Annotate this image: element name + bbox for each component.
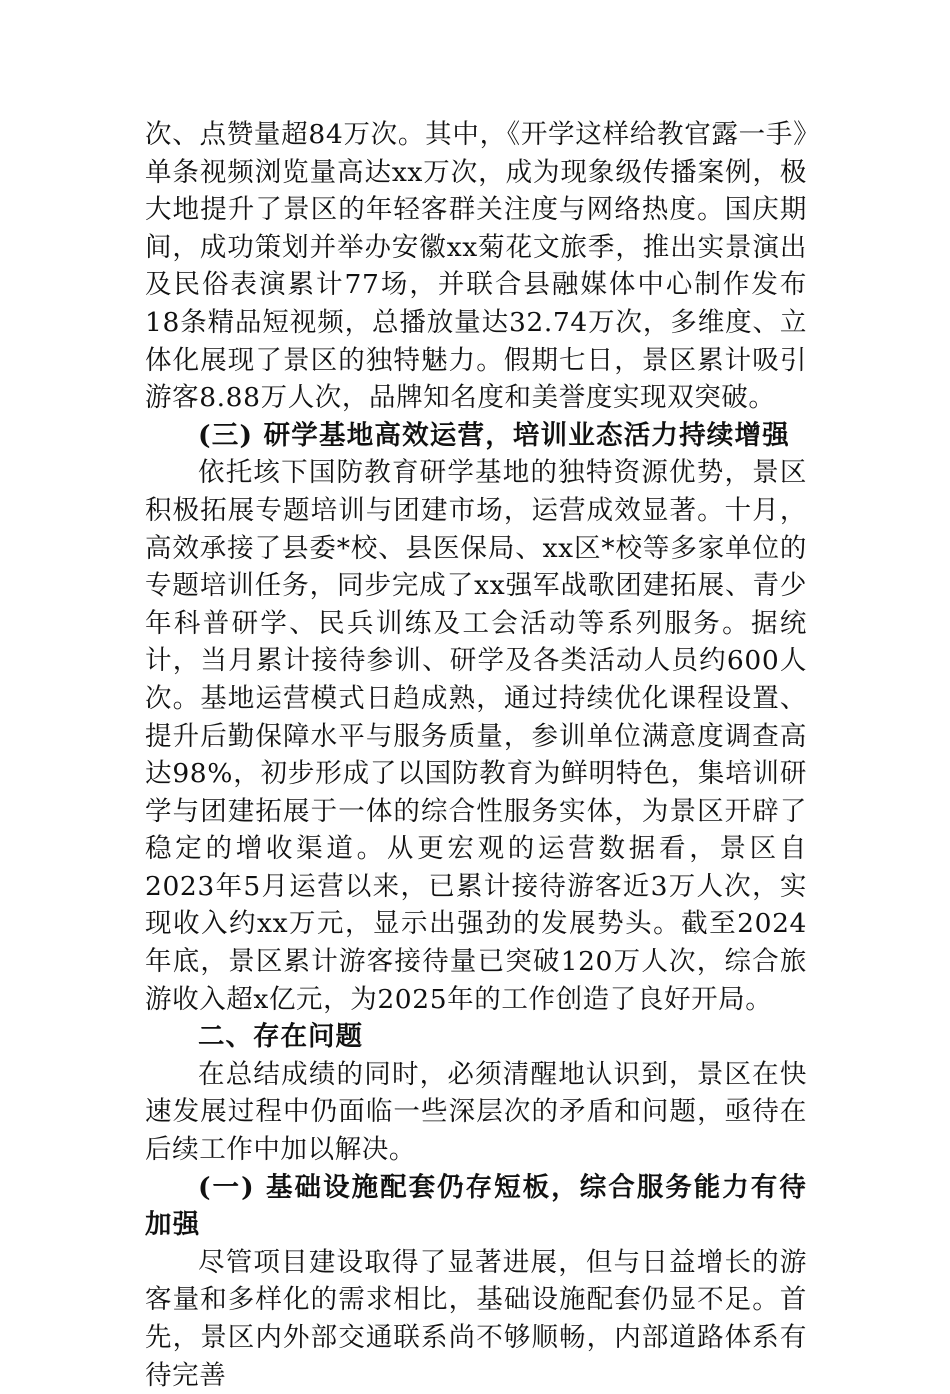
section-subheading-3: (三) 研学基地高效运营，培训业态活力持续增强	[198, 419, 790, 451]
paragraph-continuation: 次、点赞量超84万次。其中，《开学这样给教官露一手》单条视频浏览量高达xx万次，成为现象级传播案例，极大地提升了景区的年轻客群关注度与网络热度。国庆期间，成功策划并举办安徽xx菊花文旅季，推出实景演出及民俗表演累计77场，并联合县融媒体中心制作发布18条精品短视频，总播放量达32.74万次，多维度、立体化展现了景区的独特魅力。假期七日，景区累计吸引游客8.88万人次，品牌知名度和美誉度实现双突破。	[145, 119, 807, 414]
section-subheading-1: (一) 基础设施配套仍存短板，综合服务能力有待加强	[145, 1171, 807, 1241]
paragraph-research-base: 依托垓下国防教育研学基地的独特资源优势，景区积极拓展专题培训与团建市场，运营成效显著。十月，高效承接了县委*校、县医保局、xx区*校等多家单位的专题培训任务，同步完成了xx强军战歌团建拓展、青少年科普研学、民兵训练及工会活动等系列服务。据统计，当月累计接待参训、研学及各类活动人员约600人次。基地运营模式日趋成熟，通过持续优化课程设置、提升后勤保障水平与服务质量，参训单位满意度调查高达98%，初步形成了以国防教育为鲜明特色，集培训研学与团建拓展于一体的综合性服务实体，为景区开辟了稳定的增收渠道。从更宏观的运营数据看，景区自2023年5月运营以来，已累计接待游客近3万人次，实现收入约xx万元，显示出强劲的发展势头。截至2024年底，景区累计游客接待量已突破120万人次，综合旅游收入超x亿元，为2025年的工作创造了良好开局。	[145, 457, 807, 1015]
document-body	[145, 116, 807, 1394]
paragraph-problems-intro: 在总结成绩的同时，必须清醒地认识到，景区在快速发展过程中仍面临一些深层次的矛盾和问题，亟待在后续工作中加以解决。	[145, 1058, 807, 1166]
section-heading-2: 二、存在问题	[198, 1021, 363, 1053]
paragraph-infrastructure: 尽管项目建设取得了显著进展，但与日益增长的游客量和多样化的需求相比，基础设施配套仍显不足。首先，景区内外部交通联系尚不够顺畅，内部道路体系有待完善	[145, 1246, 807, 1391]
